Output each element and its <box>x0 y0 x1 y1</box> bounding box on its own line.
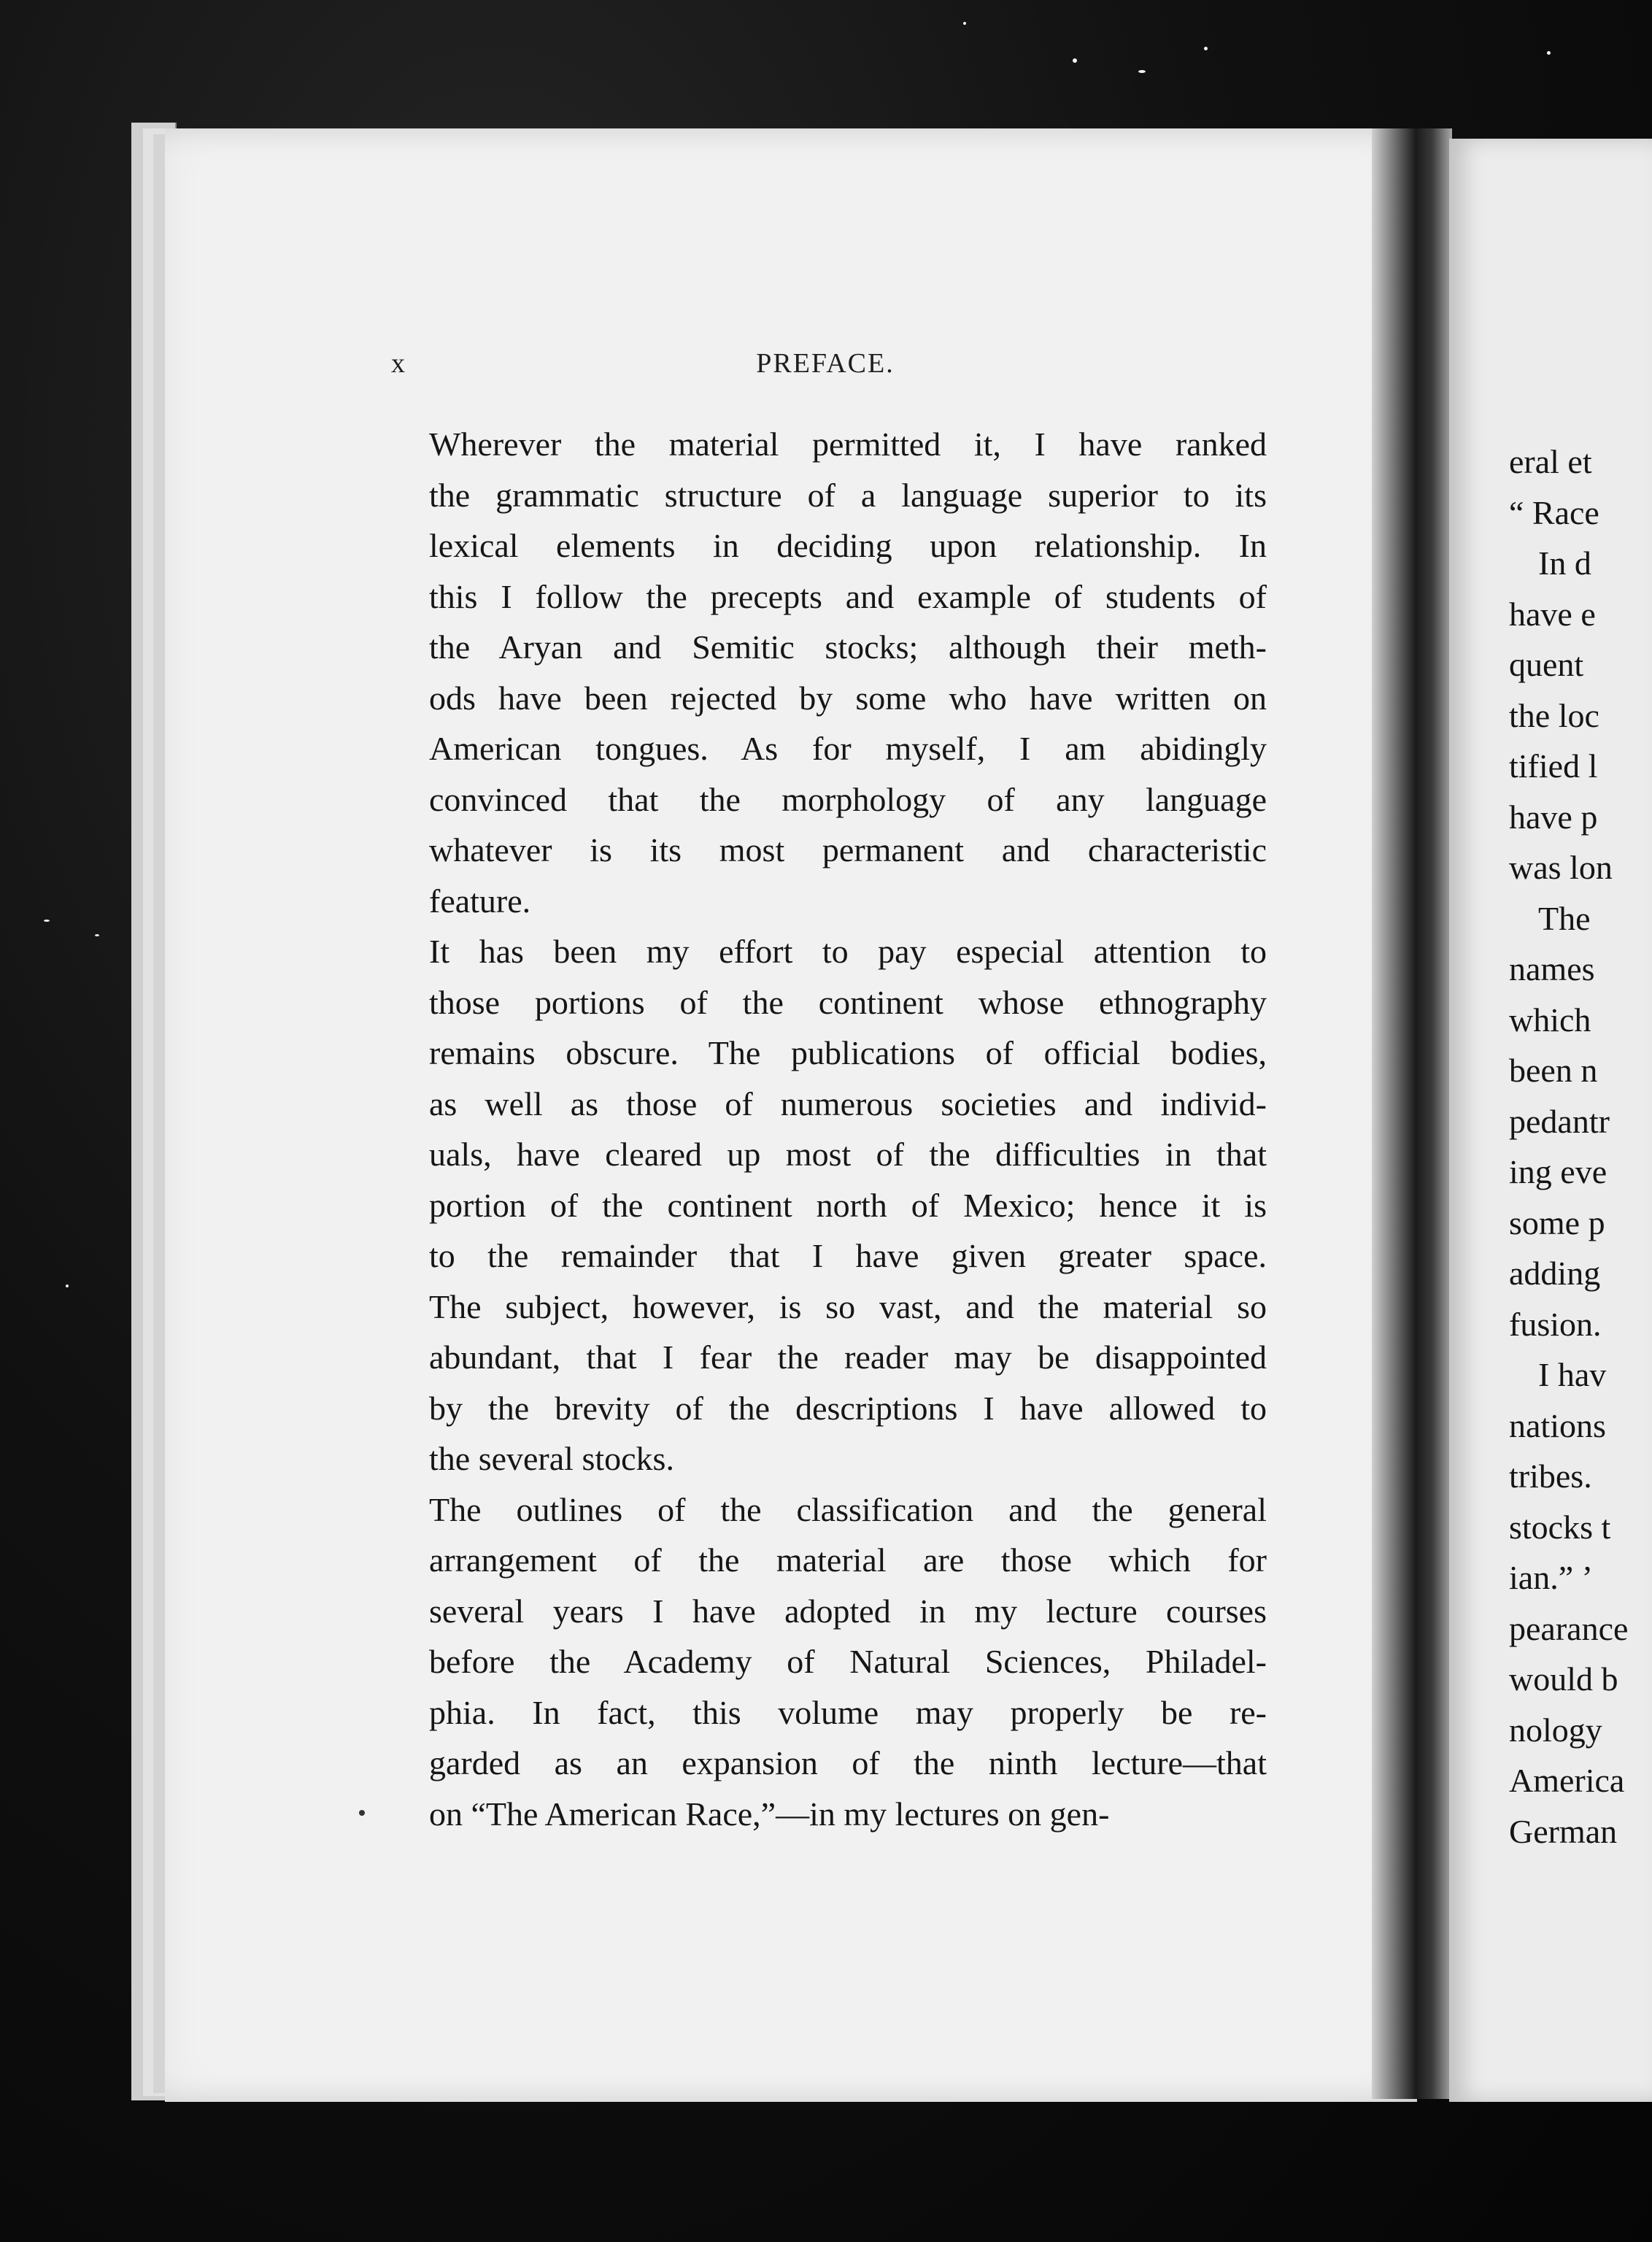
text-line: before the Academy of Natural Sciences, Philadel- <box>429 1643 1267 1680</box>
facing-page-line: tribes. <box>1509 1457 1592 1495</box>
dust-speck <box>66 1284 69 1287</box>
facing-page-line: The <box>1538 899 1591 937</box>
text-line: whatever is its most permanent and characteristic <box>429 831 1267 868</box>
margin-dot <box>359 1810 365 1816</box>
dust-speck <box>1204 47 1208 50</box>
text-line: on “The American Race,”—in my lectures on gen- <box>429 1795 1110 1833</box>
text-line: ods have been rejected by some who have written on <box>429 679 1267 717</box>
paragraph <box>387 1484 1267 1840</box>
facing-page-text <box>1509 436 1652 1857</box>
dust-speck <box>95 934 99 936</box>
paragraph <box>387 926 1267 1484</box>
page-number: x <box>391 348 406 379</box>
facing-page-line: quent <box>1509 646 1584 683</box>
facing-page-line: In d <box>1538 544 1591 582</box>
facing-page-line: German <box>1509 1812 1618 1850</box>
book-gutter <box>1372 128 1452 2099</box>
preface-body-text <box>387 419 1267 1839</box>
text-line: American tongues. As for myself, I am abidingly <box>429 730 1267 767</box>
dust-speck <box>1138 70 1146 73</box>
facing-page-line: some p <box>1509 1203 1605 1241</box>
text-line: The outlines of the classification and the general <box>429 1490 1267 1528</box>
text-line: feature. <box>429 882 531 920</box>
text-line: the Aryan and Semitic stocks; although their meth- <box>429 628 1267 666</box>
dust-speck <box>1073 58 1077 63</box>
running-title: PREFACE. <box>756 348 895 379</box>
text-line: to the remainder that I have given greater space. <box>429 1237 1267 1274</box>
text-line: remains obscure. The publications of official bodies, <box>429 1034 1267 1071</box>
dust-speck <box>44 920 50 922</box>
facing-page-line: names <box>1509 950 1595 987</box>
facing-page-line: stocks t <box>1509 1508 1611 1546</box>
text-line: portion of the continent north of Mexico; hence it is <box>429 1186 1267 1224</box>
text-line: this I follow the precepts and example of students of <box>429 577 1267 615</box>
text-line: arrangement of the material are those which for <box>429 1541 1267 1579</box>
text-line: several years I have adopted in my lecture courses <box>429 1592 1267 1630</box>
running-head <box>391 347 1259 391</box>
dust-speck <box>963 22 966 25</box>
facing-page-line: ian.” ’ <box>1509 1559 1593 1596</box>
text-line: the grammatic structure of a language superior to its <box>429 476 1267 514</box>
facing-page-line: have p <box>1509 798 1598 836</box>
text-line: lexical elements in deciding upon relationship. In <box>429 527 1267 564</box>
facing-page-line: tified l <box>1509 747 1598 785</box>
text-line: It has been my effort to pay especial attention to <box>429 933 1267 970</box>
facing-page-line: pedantr <box>1509 1102 1610 1140</box>
facing-page-line: pearance <box>1509 1609 1629 1647</box>
text-line: garded as an expansion of the ninth lecture—that <box>429 1744 1267 1781</box>
facing-page-line: fusion. <box>1509 1305 1602 1343</box>
text-line: The subject, however, is so vast, and the material so <box>429 1287 1267 1325</box>
facing-page-line: I hav <box>1538 1356 1607 1393</box>
facing-page-line: adding <box>1509 1255 1601 1292</box>
facing-page-line: ing eve <box>1509 1153 1607 1190</box>
text-line: Wherever the material permitted it, I have ranked <box>429 425 1267 463</box>
facing-page-line: nations <box>1509 1406 1606 1444</box>
text-line: as well as those of numerous societies and individ- <box>429 1085 1267 1122</box>
text-line: abundant, that I fear the reader may be disappointed <box>429 1338 1267 1376</box>
text-line: phia. In fact, this volume may properly be re- <box>429 1693 1267 1731</box>
facing-page-line: the loc <box>1509 696 1599 734</box>
dust-speck <box>1547 51 1551 55</box>
facing-page-line: which <box>1509 1001 1591 1039</box>
facing-page-line: would b <box>1509 1660 1618 1698</box>
text-line: those portions of the continent whose ethnography <box>429 983 1267 1021</box>
facing-page-line: was lon <box>1509 849 1613 886</box>
facing-page-line: “ Race <box>1509 493 1599 531</box>
facing-page-line: been n <box>1509 1052 1598 1089</box>
text-line: the several stocks. <box>429 1440 674 1477</box>
paragraph <box>387 419 1267 926</box>
facing-page-line: have e <box>1509 595 1596 633</box>
facing-page-line: eral et <box>1509 443 1592 480</box>
facing-page-line: America <box>1509 1762 1625 1799</box>
text-line: uals, have cleared up most of the difficulties in that <box>429 1136 1267 1173</box>
text-line: convinced that the morphology of any language <box>429 780 1267 818</box>
text-line: by the brevity of the descriptions I have allowed to <box>429 1389 1267 1427</box>
facing-page-line: nology <box>1509 1711 1602 1749</box>
